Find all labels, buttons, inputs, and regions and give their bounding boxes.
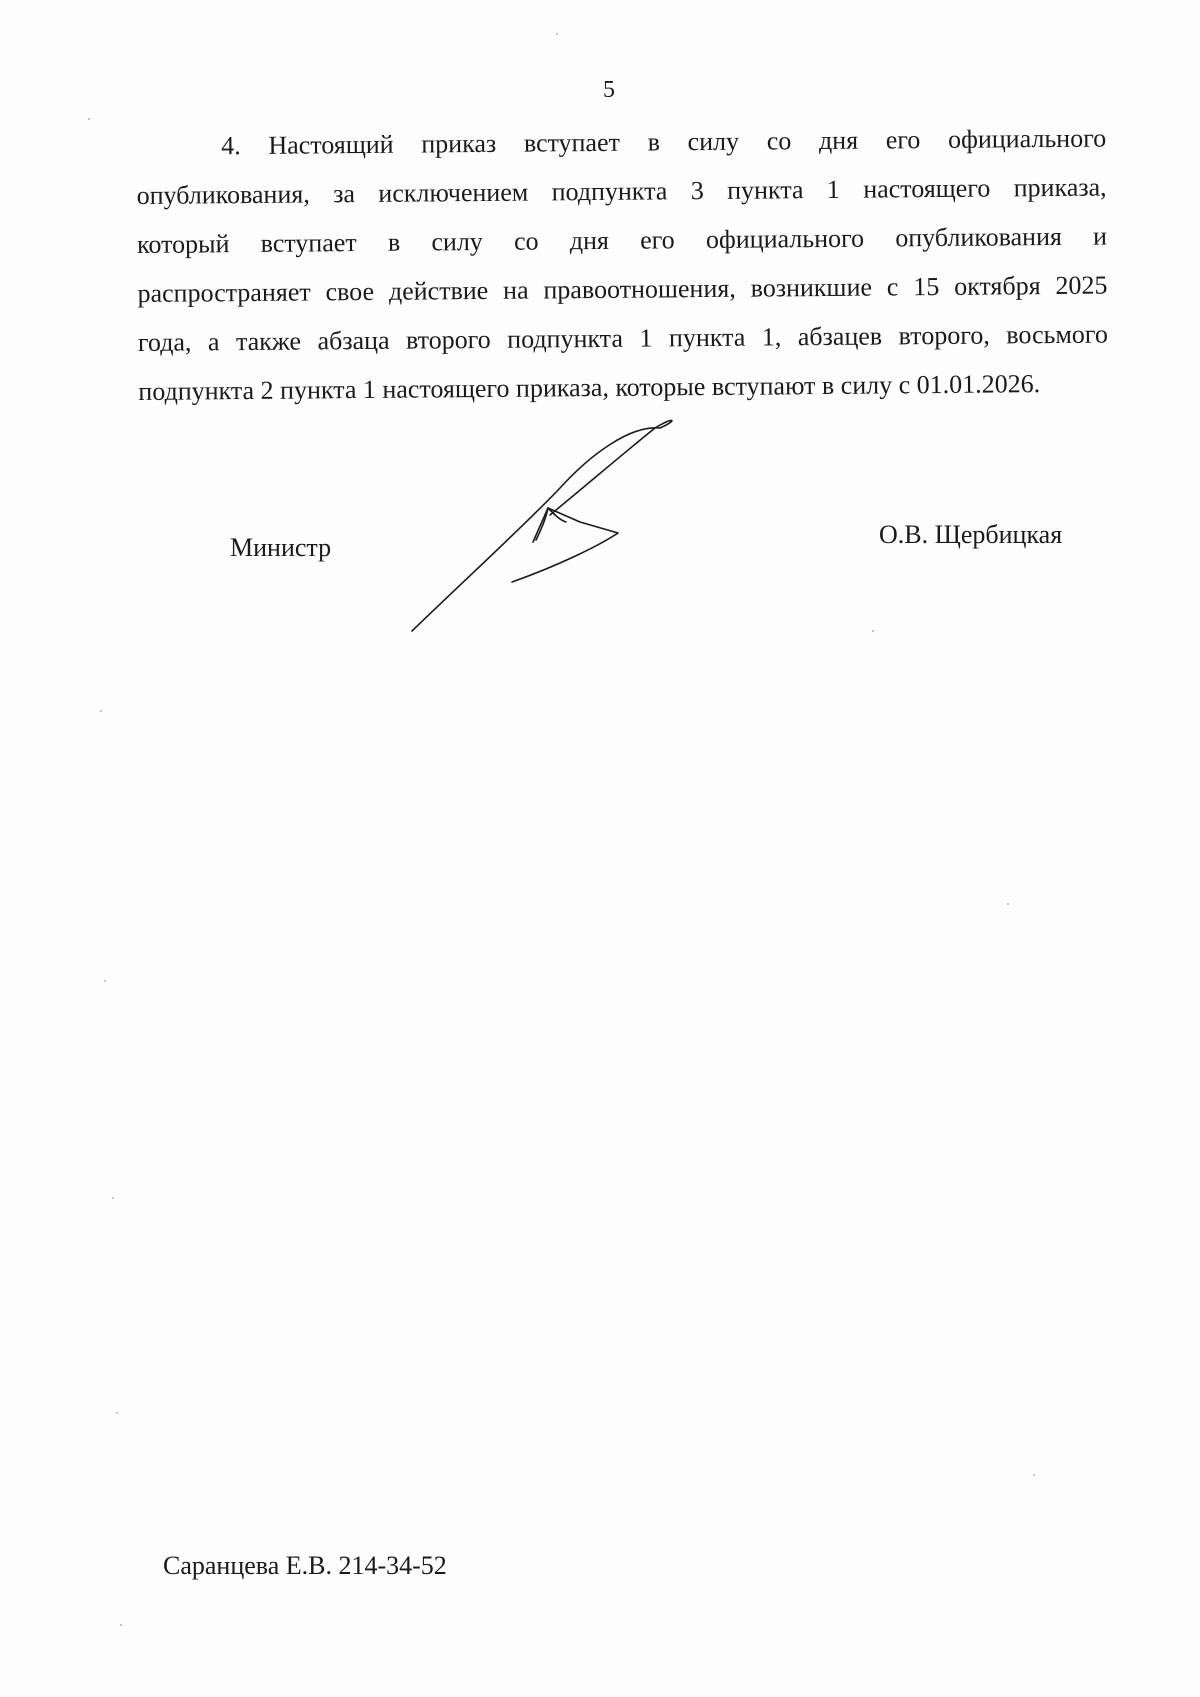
signer-position: Министр: [230, 533, 332, 562]
scan-speck: [88, 118, 90, 120]
paragraph-line: опубликования, за исключением подпункта 3 пункта 1 настоящего приказа,: [136, 172, 1107, 210]
signer-name: О.В. Щербицкая: [879, 520, 1063, 549]
paragraph-line: подпункта 2 пункта 1 настоящего приказа, которые вступают в силу с 01.01.2026.: [138, 369, 1041, 406]
scan-speck: [872, 630, 874, 632]
scan-speck: [1033, 1474, 1035, 1476]
paragraph-line: распространяет свое действие на правоотношения, возникшие с 15 октября 2025: [137, 270, 1108, 308]
scan-speck: [104, 980, 106, 982]
scan-speck: [556, 33, 558, 35]
scan-speck: [116, 1412, 118, 1414]
handwritten-signature: [0, 0, 1200, 700]
scan-speck: [120, 1624, 122, 1626]
scan-speck: [1007, 903, 1009, 905]
paragraph-line: 4. Настоящий приказ вступает в силу со дня его официального: [221, 123, 1107, 161]
scan-speck: [112, 1197, 114, 1199]
executor-contact: Саранцева Е.В. 214-34-52: [163, 1551, 447, 1580]
paragraph-line: который вступает в силу со дня его официального опубликования и: [136, 221, 1108, 259]
paragraph-line: года, а также абзаца второго подпункта 1 пункта 1, абзацев второго, восьмого: [137, 319, 1109, 357]
signature-block: [0, 0, 1200, 700]
scan-speck: [100, 710, 102, 712]
page-number: 5: [603, 77, 615, 103]
